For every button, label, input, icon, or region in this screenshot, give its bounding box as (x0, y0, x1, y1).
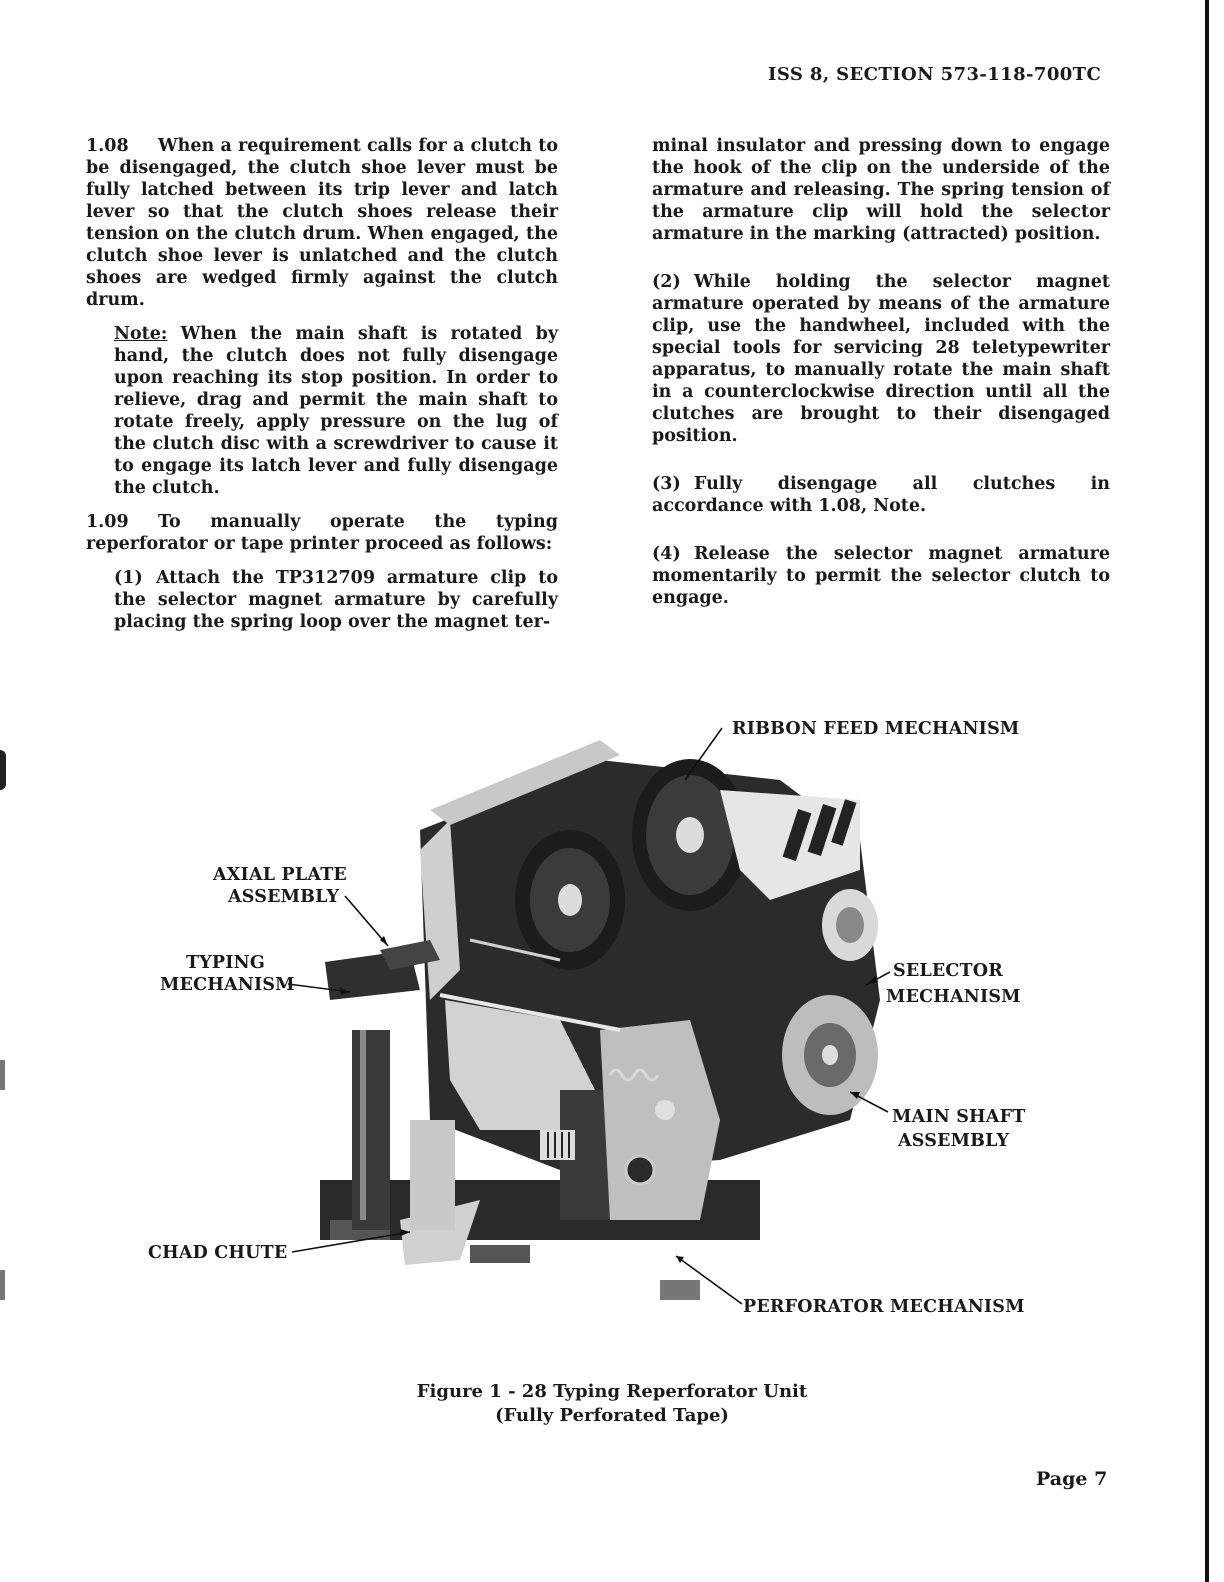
paragraph-number: 1.08 (86, 136, 129, 156)
step-number: (4) (652, 544, 681, 564)
step-number: (2) (652, 272, 681, 292)
label-chad-chute: CHAD CHUTE (148, 1243, 288, 1263)
paragraph-1-08 (86, 135, 558, 311)
paragraph-text: be disengaged, the clutch shoe lever must be fully latched between its trip lever and latch lever so that the clutch shoes release their tension on the clutch drum. When engaged, the clutch shoe lever is unlatched and the clutch shoes are wedged firmly against the clutch drum. (86, 158, 558, 310)
paragraph-1-09 (86, 511, 558, 555)
step-2 (652, 271, 1110, 447)
paragraph-text: When a requirement calls for a clutch to (158, 136, 558, 156)
label-selector-1: SELECTOR (893, 961, 1003, 981)
step-text: Attach the TP312709 armature clip to the selector magnet armature by carefully placing the spring loop over the magnet ter- (114, 568, 558, 632)
step-4 (652, 543, 1110, 609)
step-number: (3) (652, 474, 681, 494)
step-text: Fully disengage all clutches in accordance with 1.08, Note. (652, 474, 1110, 516)
step-3 (652, 473, 1110, 517)
label-axial-plate-1: AXIAL PLATE (213, 865, 347, 885)
label-main-shaft-2: ASSEMBLY (898, 1131, 1010, 1151)
label-typing-2: MECHANISM (160, 975, 295, 995)
label-axial-plate-2: ASSEMBLY (228, 887, 340, 907)
left-column (86, 135, 558, 645)
label-perforator: PERFORATOR MECHANISM (743, 1297, 1025, 1317)
section-header: ISS 8, SECTION 573-118-700TC (768, 64, 1102, 85)
step-text: Release the selector magnet armature momentarily to permit the selector clutch to engage. (652, 544, 1110, 608)
label-ribbon-feed: RIBBON FEED MECHANISM (732, 719, 1020, 739)
caption-line-2: (Fully Perforated Tape) (495, 1405, 729, 1426)
label-typing-1: TYPING (186, 953, 266, 973)
page-number: Page 7 (1036, 1468, 1108, 1490)
right-column (652, 135, 1110, 621)
step-number: (1) (114, 568, 143, 588)
label-main-shaft-1: MAIN SHAFT (892, 1107, 1026, 1127)
label-selector-2: MECHANISM (886, 987, 1021, 1007)
figure-caption (0, 1380, 1224, 1428)
paragraph-text: To manually operate the typing reperforator or tape printer proceed as follows: (86, 512, 558, 554)
caption-line-1: Figure 1 - 28 Typing Reperforator Unit (416, 1381, 808, 1402)
note-text: When the main shaft is rotated by hand, the clutch does not fully disengage upon reaching its stop position. In order to relieve, drag and permit the main shaft to rotate freely, apply pressure on the lug of the clutch disc with a screwdriver to cause it to engage its latch lever and fully disengage the clutch. (114, 324, 558, 498)
step-1-continued: minal insulator and pressing down to engage the hook of the clip on the underside of the armature and releasing. The spring tension of the armature clip will hold the selector armature in the marking (attracted) position. (652, 136, 1110, 244)
step-text: While holding the selector magnet armature operated by means of the armature clip, use the handwheel, included with the special tools for servicing 28 teletypewriter apparatus, to manually rotate the main shaft in a counterclockwise direction until all the clutches are brought to their disengaged position. (652, 272, 1110, 446)
step-1 (114, 567, 558, 633)
paragraph-number: 1.09 (86, 512, 129, 532)
reperforator-photo (0, 700, 1224, 1380)
figure-1 (0, 700, 1224, 1380)
note-label: Note: (114, 324, 168, 344)
note-1-08 (114, 323, 558, 499)
